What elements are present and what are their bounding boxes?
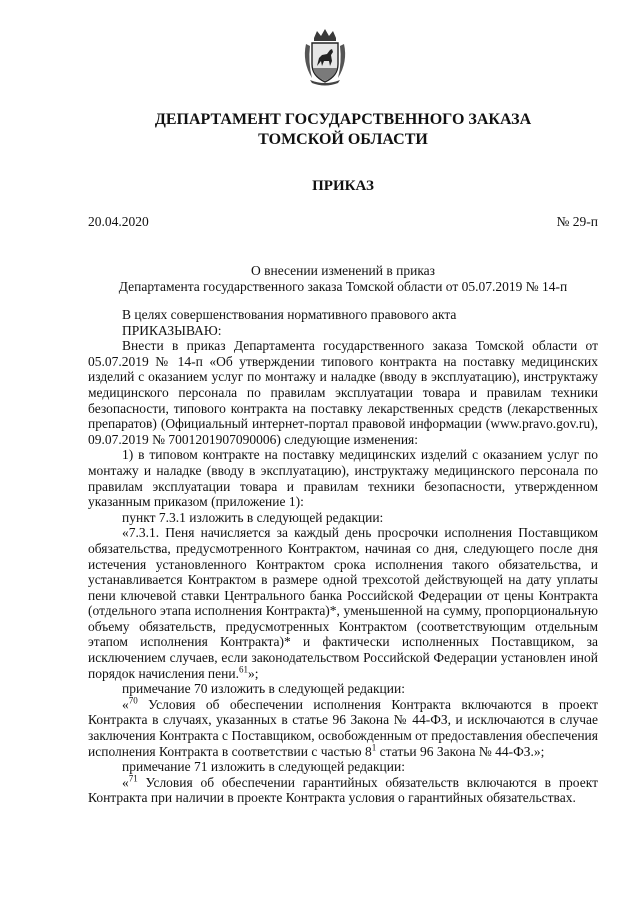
order-subject-line2: Департамента государственного заказа Томской области от 05.07.2019 № 14-п [118,279,568,294]
paragraph-note-70 [88,697,598,759]
note-71-text: Условия об обеспечении гарантийных обязательств включаются в проект Контракта при наличии в проекте Контракта условия о гарантийных обязательствах. [88,774,598,806]
note-70-end: статьи 96 Закона № 44-ФЗ.»; [376,743,545,759]
footnote-ref-part-8-1: 1 [371,742,377,753]
note-71-open-quote: « [122,774,129,790]
note-70-text: Условия об обеспечении исполнения Контракта включаются в проект Контракта в случаях, указанных в статье 96 Закона № 44-ФЗ, и исключаются в случае заключения Контракта с Поставщиком, освобожденным от предоставления обеспечения исполнения Контракта в соответствии с частью 8 [88,696,598,759]
order-subject [88,263,598,295]
order-subject-line1: О внесении изменений в приказ [250,263,436,278]
clause-7-3-1-end: »; [247,665,259,681]
clause-7-3-1-text: «7.3.1. Пеня начисляется за каждый день просрочки исполнения Поставщиком обязательства, предусмотренного Контрактом, начиная со дня, следующего после дня истечения установленного Контрактом срока исполнения такого обязательства, и устанавливается Контрактом в размере одной трехсотой действующей на дату уплаты пени ключевой ставки Центрального банка Российской Федерации от цены Контракта (отдельного этапа исполнения Контракта)*, уменьшенной на сумму, пропорциональную объему обязательств, предусмотренных Контрактом (соответствующим отдельным этапом исполнения Контракта)* и фактически исполненных Поставщиком, за исключением случаев, если законодательством Российской Федерации установлен иной порядок начисления пени. [88,525,598,681]
department-title [88,110,598,150]
order-body [88,307,598,806]
order-title: ПРИКАЗ [312,178,374,194]
paragraph-clause-7-3-1-intro: пункт 7.3.1 изложить в следующей редакции: [122,509,384,525]
paragraph-note-70-intro: примечание 70 изложить в следующей редакции: [122,681,405,697]
order-directive: ПРИКАЗЫВАЮ: [122,322,222,338]
note-70-open-quote: « [122,696,129,712]
paragraph-amendment: Внести в приказ Департамента государственного заказа Томской области от 05.07.2019 № 14-п «Об утверждении типового контракта на поставку медицинских изделий с оказанием услуг по монтажу и наладке (вводу в эксплуатацию), инструктажу медицинского персонала по правилам эксплуатации товара и правилам техники безопасности, типового контракта на поставку лекарственных средств (лекарственных препаратов) (Официальный интернет-портал правовой информации (www.pravo.gov.ru), 09.07.2019 № 7001201907090006) следующие изменения: [88,338,598,447]
footnote-ref-70: 70 [128,695,138,706]
intro-line: В целях совершенствования нормативного правового акта [122,307,457,322]
department-title-line1: ДЕПАРТАМЕНТ ГОСУДАРСТВЕННОГО ЗАКАЗА [154,111,532,128]
tomsk-region-coat-of-arms-icon [300,28,350,86]
paragraph-item-1: 1) в типовом контракте на поставку медицинских изделий с оказанием услуг по монтажу и наладке (вводу в эксплуатацию), инструктажу медицинского персонала по правилам эксплуатации товара и правилам техники безопасности, утвержденном указанным приказом (приложение 1): [88,447,598,510]
paragraph-note-71-intro: примечание 71 изложить в следующей редакции: [122,759,405,775]
department-title-line2: ТОМСКОЙ ОБЛАСТИ [258,131,428,148]
footnote-ref-61: 61 [238,664,248,675]
document-page [88,0,598,905]
order-date: 20.04.2020 [88,214,149,229]
paragraph-note-71 [88,775,598,806]
order-number: № 29-п [556,214,598,229]
footnote-ref-71: 71 [128,773,138,784]
paragraph-clause-7-3-1 [88,525,598,681]
